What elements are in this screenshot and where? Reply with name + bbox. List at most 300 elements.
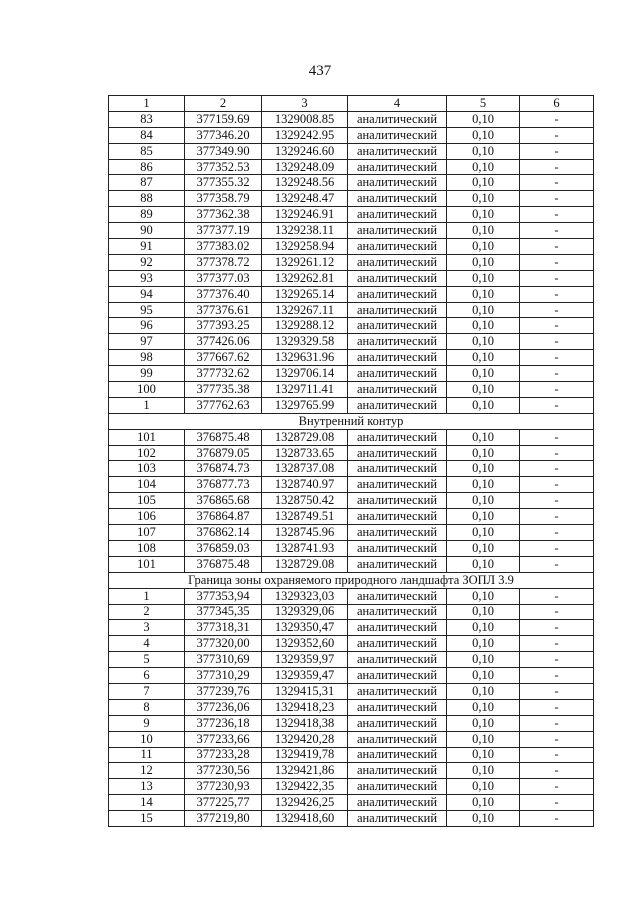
accuracy-cell: 0,10	[447, 318, 520, 334]
method-cell: аналитический	[348, 223, 447, 239]
note-cell: -	[520, 493, 594, 509]
y-coordinate-cell: 1328740.97	[262, 477, 348, 493]
x-coordinate-cell: 376865.68	[185, 493, 262, 509]
accuracy-cell: 0,10	[447, 111, 520, 127]
x-coordinate-cell: 377310,29	[185, 668, 262, 684]
point-number-cell: 104	[109, 477, 185, 493]
note-cell: -	[520, 286, 594, 302]
note-cell: -	[520, 636, 594, 652]
point-number-cell: 7	[109, 683, 185, 699]
note-cell: -	[520, 239, 594, 255]
table-row	[109, 683, 594, 699]
method-cell: аналитический	[348, 127, 447, 143]
point-number-cell: 11	[109, 747, 185, 763]
x-coordinate-cell: 377378.72	[185, 254, 262, 270]
table-row	[109, 620, 594, 636]
table-row	[109, 795, 594, 811]
y-coordinate-cell: 1329258.94	[262, 239, 348, 255]
x-coordinate-cell: 377225,77	[185, 795, 262, 811]
method-cell: аналитический	[348, 525, 447, 541]
y-coordinate-cell: 1329352,60	[262, 636, 348, 652]
accuracy-cell: 0,10	[447, 683, 520, 699]
accuracy-cell: 0,10	[447, 747, 520, 763]
x-coordinate-cell: 377362.38	[185, 207, 262, 223]
x-coordinate-cell: 377353,94	[185, 588, 262, 604]
point-number-cell: 93	[109, 270, 185, 286]
table-row	[109, 493, 594, 509]
x-coordinate-cell: 377732.62	[185, 366, 262, 382]
note-cell: -	[520, 699, 594, 715]
point-number-cell: 86	[109, 159, 185, 175]
accuracy-cell: 0,10	[447, 302, 520, 318]
table-row	[109, 811, 594, 827]
method-cell: аналитический	[348, 795, 447, 811]
x-coordinate-cell: 377358.79	[185, 191, 262, 207]
x-coordinate-cell: 377735.38	[185, 382, 262, 398]
table-row	[109, 588, 594, 604]
x-coordinate-cell: 377318,31	[185, 620, 262, 636]
y-coordinate-cell: 1329350,47	[262, 620, 348, 636]
column-header: 6	[520, 96, 594, 112]
accuracy-cell: 0,10	[447, 604, 520, 620]
x-coordinate-cell: 377219,80	[185, 811, 262, 827]
point-number-cell: 100	[109, 382, 185, 398]
y-coordinate-cell: 1328729.08	[262, 556, 348, 572]
accuracy-cell: 0,10	[447, 731, 520, 747]
accuracy-cell: 0,10	[447, 477, 520, 493]
method-cell: аналитический	[348, 556, 447, 572]
point-number-cell: 99	[109, 366, 185, 382]
y-coordinate-cell: 1329359,47	[262, 668, 348, 684]
y-coordinate-cell: 1328749.51	[262, 509, 348, 525]
y-coordinate-cell: 1328737.08	[262, 461, 348, 477]
accuracy-cell: 0,10	[447, 779, 520, 795]
note-cell: -	[520, 652, 594, 668]
method-cell: аналитический	[348, 382, 447, 398]
table-row	[109, 159, 594, 175]
point-number-cell: 87	[109, 175, 185, 191]
accuracy-cell: 0,10	[447, 429, 520, 445]
table-row	[109, 429, 594, 445]
point-number-cell: 12	[109, 763, 185, 779]
method-cell: аналитический	[348, 366, 447, 382]
table-row	[109, 350, 594, 366]
note-cell: -	[520, 445, 594, 461]
y-coordinate-cell: 1328741.93	[262, 540, 348, 556]
method-cell: аналитический	[348, 429, 447, 445]
method-cell: аналитический	[348, 397, 447, 413]
x-coordinate-cell: 377376.61	[185, 302, 262, 318]
table-row	[109, 525, 594, 541]
point-number-cell: 10	[109, 731, 185, 747]
method-cell: аналитический	[348, 715, 447, 731]
y-coordinate-cell: 1329242.95	[262, 127, 348, 143]
accuracy-cell: 0,10	[447, 556, 520, 572]
column-header: 4	[348, 96, 447, 112]
method-cell: аналитический	[348, 207, 447, 223]
y-coordinate-cell: 1329008.85	[262, 111, 348, 127]
table-body	[109, 111, 594, 826]
x-coordinate-cell: 377233,28	[185, 747, 262, 763]
note-cell: -	[520, 525, 594, 541]
x-coordinate-cell: 377310,69	[185, 652, 262, 668]
note-cell: -	[520, 350, 594, 366]
method-cell: аналитический	[348, 668, 447, 684]
accuracy-cell: 0,10	[447, 207, 520, 223]
table-row	[109, 286, 594, 302]
y-coordinate-cell: 1329248.09	[262, 159, 348, 175]
accuracy-cell: 0,10	[447, 811, 520, 827]
method-cell: аналитический	[348, 636, 447, 652]
y-coordinate-cell: 1329261.12	[262, 254, 348, 270]
note-cell: -	[520, 334, 594, 350]
method-cell: аналитический	[348, 445, 447, 461]
point-number-cell: 102	[109, 445, 185, 461]
table-row	[109, 731, 594, 747]
note-cell: -	[520, 509, 594, 525]
accuracy-cell: 0,10	[447, 334, 520, 350]
table-row	[109, 334, 594, 350]
y-coordinate-cell: 1328750.42	[262, 493, 348, 509]
y-coordinate-cell: 1329631.96	[262, 350, 348, 366]
accuracy-cell: 0,10	[447, 175, 520, 191]
method-cell: аналитический	[348, 747, 447, 763]
accuracy-cell: 0,10	[447, 270, 520, 286]
point-number-cell: 5	[109, 652, 185, 668]
point-number-cell: 101	[109, 556, 185, 572]
x-coordinate-cell: 376859.03	[185, 540, 262, 556]
note-cell: -	[520, 175, 594, 191]
method-cell: аналитический	[348, 286, 447, 302]
table-row	[109, 715, 594, 731]
y-coordinate-cell: 1329246.60	[262, 143, 348, 159]
y-coordinate-cell: 1329246.91	[262, 207, 348, 223]
note-cell: -	[520, 159, 594, 175]
point-number-cell: 2	[109, 604, 185, 620]
point-number-cell: 83	[109, 111, 185, 127]
y-coordinate-cell: 1329426,25	[262, 795, 348, 811]
table-row	[109, 175, 594, 191]
table-row	[109, 509, 594, 525]
table-row	[109, 779, 594, 795]
x-coordinate-cell: 377230,93	[185, 779, 262, 795]
x-coordinate-cell: 377762.63	[185, 397, 262, 413]
point-number-cell: 98	[109, 350, 185, 366]
point-number-cell: 91	[109, 239, 185, 255]
method-cell: аналитический	[348, 683, 447, 699]
table-row	[109, 445, 594, 461]
x-coordinate-cell: 377159.69	[185, 111, 262, 127]
x-coordinate-cell: 377239,76	[185, 683, 262, 699]
x-coordinate-cell: 377383.02	[185, 239, 262, 255]
note-cell: -	[520, 302, 594, 318]
note-cell: -	[520, 318, 594, 334]
accuracy-cell: 0,10	[447, 540, 520, 556]
note-cell: -	[520, 795, 594, 811]
page-number: 437	[308, 63, 332, 79]
accuracy-cell: 0,10	[447, 397, 520, 413]
note-cell: -	[520, 620, 594, 636]
accuracy-cell: 0,10	[447, 239, 520, 255]
method-cell: аналитический	[348, 143, 447, 159]
accuracy-cell: 0,10	[447, 127, 520, 143]
note-cell: -	[520, 382, 594, 398]
accuracy-cell: 0,10	[447, 763, 520, 779]
note-cell: -	[520, 477, 594, 493]
y-coordinate-cell: 1328733.65	[262, 445, 348, 461]
point-number-cell: 107	[109, 525, 185, 541]
table-row	[109, 270, 594, 286]
accuracy-cell: 0,10	[447, 286, 520, 302]
accuracy-cell: 0,10	[447, 461, 520, 477]
note-cell: -	[520, 763, 594, 779]
note-cell: -	[520, 779, 594, 795]
method-cell: аналитический	[348, 540, 447, 556]
note-cell: -	[520, 683, 594, 699]
method-cell: аналитический	[348, 493, 447, 509]
point-number-cell: 3	[109, 620, 185, 636]
method-cell: аналитический	[348, 159, 447, 175]
accuracy-cell: 0,10	[447, 350, 520, 366]
x-coordinate-cell: 377233,66	[185, 731, 262, 747]
section-title: Внутренний контур	[109, 413, 594, 429]
point-number-cell: 4	[109, 636, 185, 652]
method-cell: аналитический	[348, 477, 447, 493]
note-cell: -	[520, 254, 594, 270]
table-row	[109, 461, 594, 477]
section-row	[109, 413, 594, 429]
note-cell: -	[520, 747, 594, 763]
accuracy-cell: 0,10	[447, 509, 520, 525]
method-cell: аналитический	[348, 461, 447, 477]
method-cell: аналитический	[348, 239, 447, 255]
note-cell: -	[520, 811, 594, 827]
point-number-cell: 1	[109, 588, 185, 604]
table-row	[109, 763, 594, 779]
accuracy-cell: 0,10	[447, 366, 520, 382]
method-cell: аналитический	[348, 191, 447, 207]
y-coordinate-cell: 1329248.47	[262, 191, 348, 207]
method-cell: аналитический	[348, 604, 447, 620]
note-cell: -	[520, 111, 594, 127]
x-coordinate-cell: 377236,18	[185, 715, 262, 731]
table-row	[109, 556, 594, 572]
section-row	[109, 572, 594, 588]
x-coordinate-cell: 377393.25	[185, 318, 262, 334]
x-coordinate-cell: 377346.20	[185, 127, 262, 143]
method-cell: аналитический	[348, 588, 447, 604]
method-cell: аналитический	[348, 620, 447, 636]
note-cell: -	[520, 429, 594, 445]
accuracy-cell: 0,10	[447, 795, 520, 811]
x-coordinate-cell: 377377.19	[185, 223, 262, 239]
table-row	[109, 143, 594, 159]
method-cell: аналитический	[348, 652, 447, 668]
point-number-cell: 96	[109, 318, 185, 334]
point-number-cell: 108	[109, 540, 185, 556]
point-number-cell: 13	[109, 779, 185, 795]
note-cell: -	[520, 207, 594, 223]
point-number-cell: 84	[109, 127, 185, 143]
note-cell: -	[520, 604, 594, 620]
note-cell: -	[520, 588, 594, 604]
note-cell: -	[520, 143, 594, 159]
point-number-cell: 105	[109, 493, 185, 509]
table-row	[109, 127, 594, 143]
method-cell: аналитический	[348, 731, 447, 747]
x-coordinate-cell: 376875.48	[185, 429, 262, 445]
table-row	[109, 636, 594, 652]
method-cell: аналитический	[348, 699, 447, 715]
point-number-cell: 14	[109, 795, 185, 811]
x-coordinate-cell: 377320,00	[185, 636, 262, 652]
method-cell: аналитический	[348, 254, 447, 270]
method-cell: аналитический	[348, 811, 447, 827]
x-coordinate-cell: 377667.62	[185, 350, 262, 366]
x-coordinate-cell: 377426.06	[185, 334, 262, 350]
note-cell: -	[520, 731, 594, 747]
x-coordinate-cell: 377349.90	[185, 143, 262, 159]
y-coordinate-cell: 1329420,28	[262, 731, 348, 747]
column-header: 5	[447, 96, 520, 112]
accuracy-cell: 0,10	[447, 382, 520, 398]
note-cell: -	[520, 127, 594, 143]
point-number-cell: 1	[109, 397, 185, 413]
table-row	[109, 382, 594, 398]
point-number-cell: 106	[109, 509, 185, 525]
y-coordinate-cell: 1329765.99	[262, 397, 348, 413]
accuracy-cell: 0,10	[447, 715, 520, 731]
point-number-cell: 6	[109, 668, 185, 684]
table-row	[109, 668, 594, 684]
accuracy-cell: 0,10	[447, 620, 520, 636]
y-coordinate-cell: 1329359,97	[262, 652, 348, 668]
point-number-cell: 88	[109, 191, 185, 207]
x-coordinate-cell: 376877.73	[185, 477, 262, 493]
method-cell: аналитический	[348, 334, 447, 350]
method-cell: аналитический	[348, 509, 447, 525]
y-coordinate-cell: 1329418,60	[262, 811, 348, 827]
point-number-cell: 89	[109, 207, 185, 223]
x-coordinate-cell: 377230,56	[185, 763, 262, 779]
y-coordinate-cell: 1329248.56	[262, 175, 348, 191]
method-cell: аналитический	[348, 350, 447, 366]
coordinates-table	[108, 95, 594, 827]
accuracy-cell: 0,10	[447, 254, 520, 270]
table-row	[109, 747, 594, 763]
table-row	[109, 366, 594, 382]
accuracy-cell: 0,10	[447, 699, 520, 715]
note-cell: -	[520, 715, 594, 731]
y-coordinate-cell: 1329711.41	[262, 382, 348, 398]
note-cell: -	[520, 540, 594, 556]
point-number-cell: 8	[109, 699, 185, 715]
y-coordinate-cell: 1329238.11	[262, 223, 348, 239]
y-coordinate-cell: 1329419,78	[262, 747, 348, 763]
method-cell: аналитический	[348, 763, 447, 779]
note-cell: -	[520, 397, 594, 413]
note-cell: -	[520, 366, 594, 382]
point-number-cell: 101	[109, 429, 185, 445]
method-cell: аналитический	[348, 270, 447, 286]
x-coordinate-cell: 377352.53	[185, 159, 262, 175]
y-coordinate-cell: 1329418,38	[262, 715, 348, 731]
table-row	[109, 223, 594, 239]
y-coordinate-cell: 1329418,23	[262, 699, 348, 715]
y-coordinate-cell: 1329706.14	[262, 366, 348, 382]
accuracy-cell: 0,10	[447, 652, 520, 668]
table-row	[109, 302, 594, 318]
point-number-cell: 92	[109, 254, 185, 270]
point-number-cell: 97	[109, 334, 185, 350]
y-coordinate-cell: 1329267.11	[262, 302, 348, 318]
column-header: 3	[262, 96, 348, 112]
accuracy-cell: 0,10	[447, 445, 520, 461]
x-coordinate-cell: 377355.32	[185, 175, 262, 191]
accuracy-cell: 0,10	[447, 636, 520, 652]
y-coordinate-cell: 1329329,06	[262, 604, 348, 620]
y-coordinate-cell: 1329262.81	[262, 270, 348, 286]
y-coordinate-cell: 1329421,86	[262, 763, 348, 779]
y-coordinate-cell: 1329422,35	[262, 779, 348, 795]
point-number-cell: 15	[109, 811, 185, 827]
table-row	[109, 191, 594, 207]
table-row	[109, 239, 594, 255]
point-number-cell: 95	[109, 302, 185, 318]
table-row	[109, 604, 594, 620]
accuracy-cell: 0,10	[447, 493, 520, 509]
point-number-cell: 94	[109, 286, 185, 302]
y-coordinate-cell: 1328745.96	[262, 525, 348, 541]
table-row	[109, 318, 594, 334]
column-header: 2	[185, 96, 262, 112]
accuracy-cell: 0,10	[447, 588, 520, 604]
x-coordinate-cell: 377345,35	[185, 604, 262, 620]
accuracy-cell: 0,10	[447, 143, 520, 159]
method-cell: аналитический	[348, 175, 447, 191]
accuracy-cell: 0,10	[447, 668, 520, 684]
table-row	[109, 207, 594, 223]
table-row	[109, 477, 594, 493]
x-coordinate-cell: 376874.73	[185, 461, 262, 477]
note-cell: -	[520, 191, 594, 207]
x-coordinate-cell: 376864.87	[185, 509, 262, 525]
table-row	[109, 652, 594, 668]
point-number-cell: 103	[109, 461, 185, 477]
note-cell: -	[520, 461, 594, 477]
table-row	[109, 397, 594, 413]
table-row	[109, 254, 594, 270]
accuracy-cell: 0,10	[447, 223, 520, 239]
note-cell: -	[520, 223, 594, 239]
method-cell: аналитический	[348, 318, 447, 334]
x-coordinate-cell: 377236,06	[185, 699, 262, 715]
y-coordinate-cell: 1329288.12	[262, 318, 348, 334]
x-coordinate-cell: 376879.05	[185, 445, 262, 461]
x-coordinate-cell: 377376.40	[185, 286, 262, 302]
y-coordinate-cell: 1329415,31	[262, 683, 348, 699]
method-cell: аналитический	[348, 779, 447, 795]
note-cell: -	[520, 556, 594, 572]
accuracy-cell: 0,10	[447, 525, 520, 541]
section-title: Граница зоны охраняемого природного ландшафта ЗОПЛ 3.9	[109, 572, 594, 588]
point-number-cell: 90	[109, 223, 185, 239]
y-coordinate-cell: 1329323,03	[262, 588, 348, 604]
point-number-cell: 9	[109, 715, 185, 731]
note-cell: -	[520, 668, 594, 684]
table-row	[109, 111, 594, 127]
x-coordinate-cell: 376862.14	[185, 525, 262, 541]
